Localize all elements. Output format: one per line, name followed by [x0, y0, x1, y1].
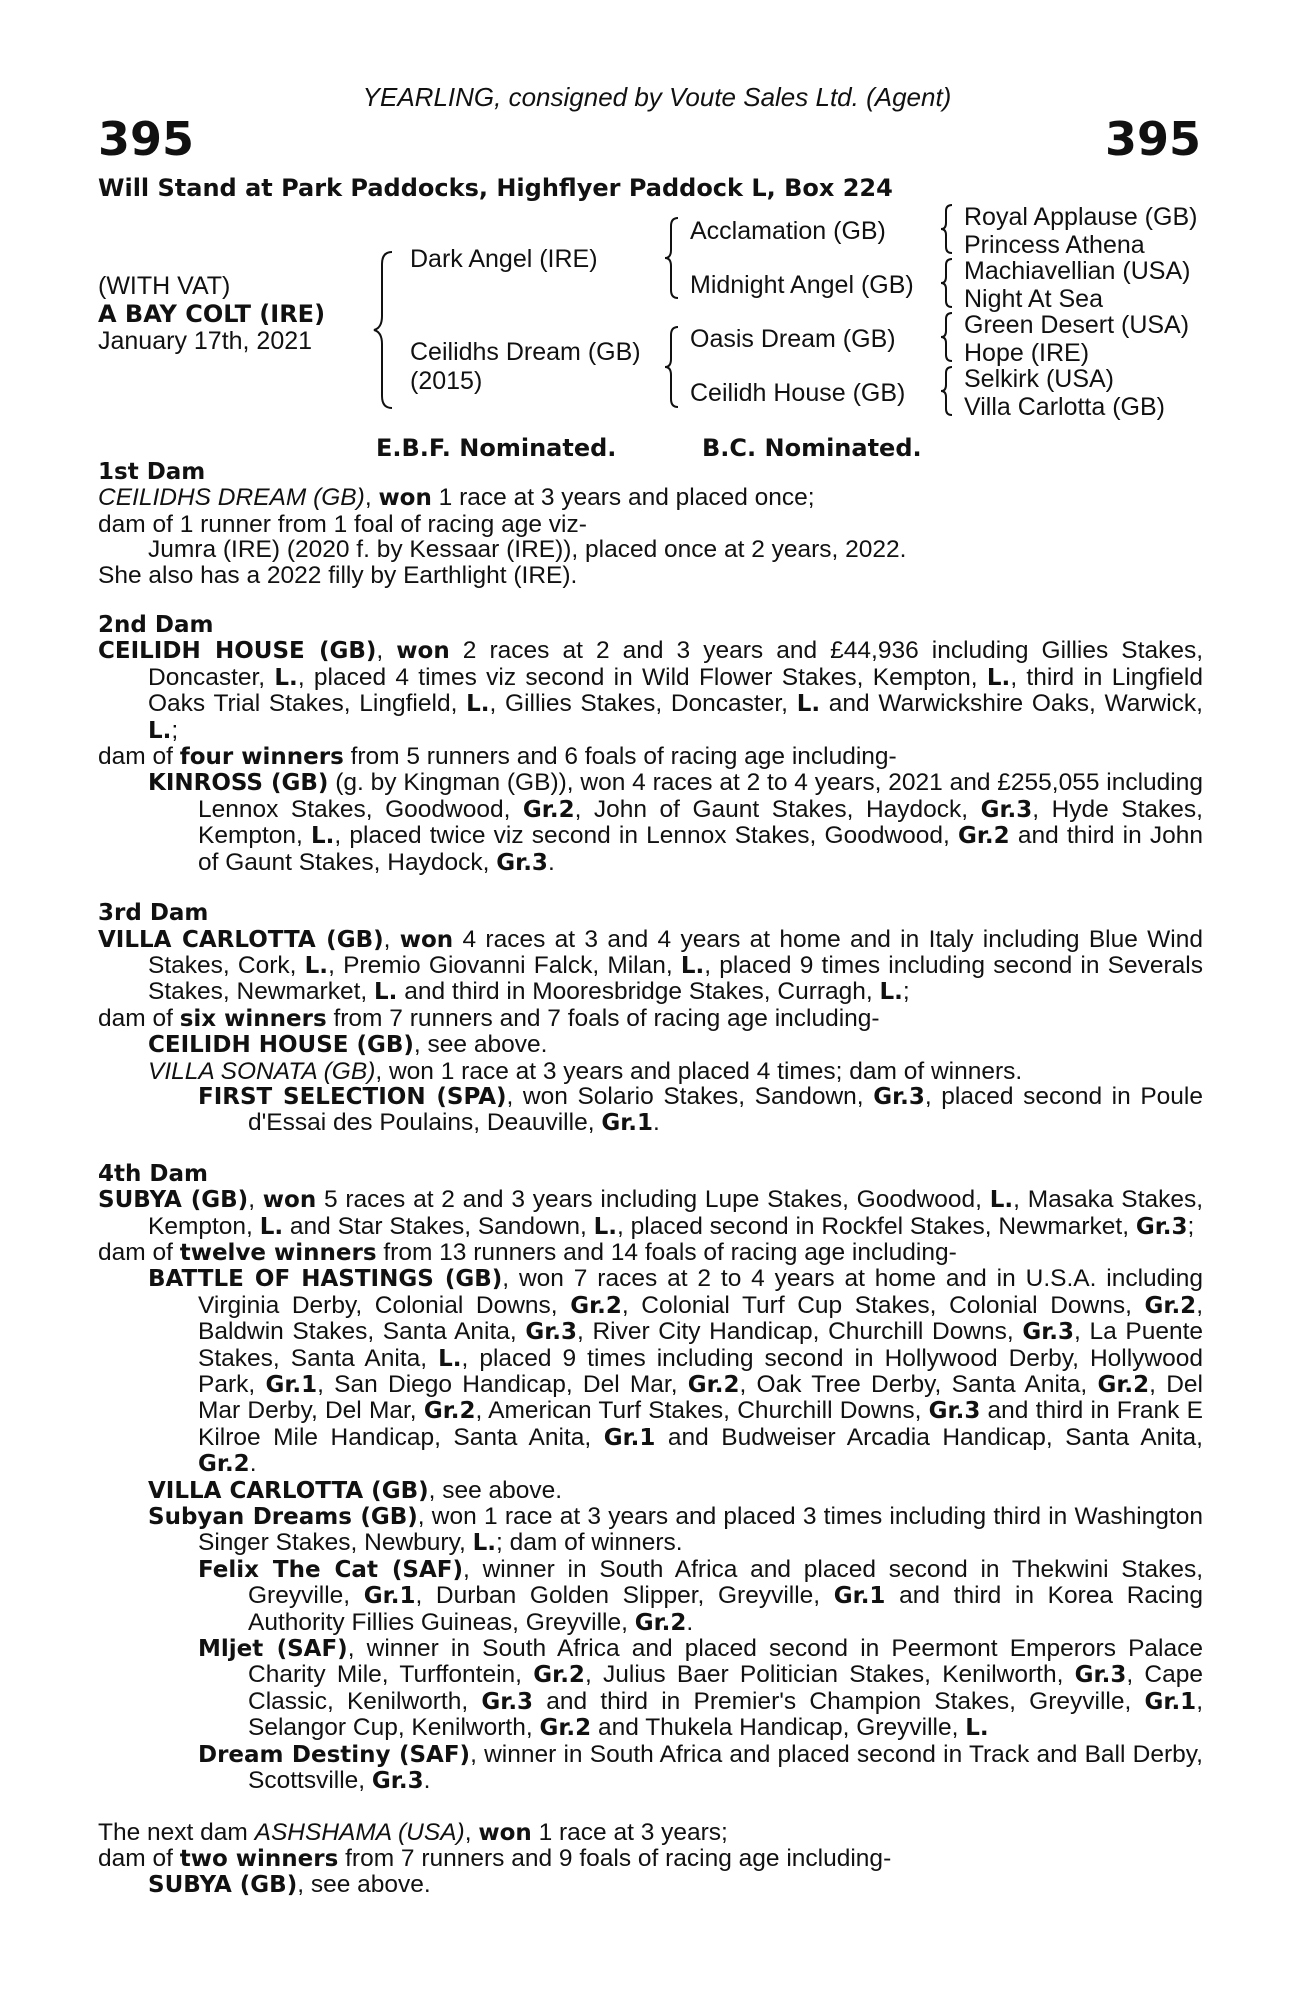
first-dam-heading: 1st Dam: [98, 459, 206, 485]
second-dam-entry: CEILIDH HOUSE (GB), won 2 races at 2 and 3 years and £44,936 including Gillies Stakes, Doncaster, L., placed 4 times viz second in Wild Flower Stakes, Kempton, L., third in Lingfield Oaks Trial Stakes, Lingfield, L., Gillies Stakes, Doncaster, L. and Warwickshire Oaks, Warwick, L.;: [98, 637, 1204, 744]
pedigree-brace-dam: [662, 325, 684, 409]
fourth-dam-heading: 4th Dam: [98, 1160, 208, 1187]
pedigree-sdd: Night At Sea: [964, 285, 1103, 313]
catalogue-body: [98, 460, 1203, 1899]
horse-dob: January 17th, 2021: [98, 327, 313, 355]
first-dam-note: She also has a 2022 filly by Earthlight (IRE).: [98, 561, 578, 589]
pedigree-dds: Selkirk (USA): [964, 365, 1115, 393]
fourth-dam-grandfoal-felix-the-cat: Felix The Cat (SAF), winner in South Africa and placed second in Thekwini Stakes, Greyville, Gr.1, Durban Golden Slipper, Greyville, Gr.1 and third in Korea Racing Authority Fillies Guineas, Greyville, Gr.2.: [198, 1555, 1203, 1636]
stand-location: Will Stand at Park Paddocks, Highflyer Paddock L, Box 224: [98, 174, 893, 202]
fourth-dam-foal-subyan-dreams: Subyan Dreams (GB), won 1 race at 3 years and placed 3 times including third in Washington Singer Stakes, Newbury, L.; dam of winners.: [148, 1503, 1203, 1557]
third-dam-foal-villa-sonata: VILLA SONATA (GB), won 1 race at 3 years and placed 4 times; dam of winners.: [148, 1057, 1023, 1085]
lot-number-right: 395: [1104, 112, 1201, 166]
fourth-dam-grandfoal-mljet: Mljet (SAF), winner in South Africa and placed second in Peermont Emperors Palace Charity Mile, Turffontein, Gr.2, Julius Baer Politician Stakes, Kenilworth, Gr.3, Cape Classic, Kenilworth, Gr.3 and third in Premier's Champion Stakes, Greyville, Gr.1, Selangor Cup, Kenilworth, Gr.2 and Thukela Handicap, Greyville, L.: [198, 1635, 1203, 1742]
first-dam-produce: dam of 1 runner from 1 foal of racing age viz-: [98, 510, 587, 538]
third-dam-foal-ceilidh: CEILIDH HOUSE (GB), see above.: [148, 1031, 548, 1059]
fourth-dam-foal-battle-of-hastings: BATTLE OF HASTINGS (GB), won 7 races at 2 to 4 years at home and in U.S.A. including Virginia Derby, Colonial Downs, Gr.2, Colonial Turf Cup Stakes, Colonial Downs, Gr.2, Baldwin Stakes, Santa Anita, Gr.3, River City Handicap, Churchill Downs, Gr.3, La Puente Stakes, Santa Anita, L., placed 9 times including second in Hollywood Derby, Hollywood Park, Gr.1, San Diego Handicap, Del Mar, Gr.2, Oak Tree Derby, Santa Anita, Gr.2, Del Mar Derby, Del Mar, Gr.2, American Turf Stakes, Churchill Downs, Gr.3 and third in Frank E Kilroe Mile Handicap, Santa Anita, Gr.1 and Budweiser Arcadia Handicap, Santa Anita, Gr.2.: [148, 1265, 1204, 1478]
pedigree-brace-gg4: [938, 365, 956, 417]
pedigree-sire-sire: Acclamation (GB): [690, 217, 886, 245]
pedigree-sire: Dark Angel (IRE): [410, 245, 598, 273]
second-dam-heading: 2nd Dam: [98, 612, 214, 639]
pedigree-brace-gg1: [938, 203, 956, 255]
pedigree-sire-dam: Midnight Angel (GB): [690, 271, 914, 299]
pedigree-dam-year: (2015): [410, 367, 483, 395]
third-dam-entry: VILLA CARLOTTA (GB), won 4 races at 3 and 4 years at home and in Italy including Blue Wind Stakes, Cork, L., Premio Giovanni Falck, Milan, L., placed 9 times including second in Severals Stakes, Newmarket, L. and third in Mooresbridge Stakes, Curragh, L.;: [98, 925, 1203, 1006]
pedigree-brace-gg2: [938, 257, 956, 309]
pedigree-brace-main: [370, 250, 400, 410]
pedigree-sss: Royal Applause (GB): [964, 203, 1198, 231]
pedigree-dam-dam: Ceilidh House (GB): [690, 379, 906, 407]
next-dam-produce: dam of two winners from 7 runners and 9 foals of racing age including-: [98, 1844, 892, 1872]
first-dam-entry: CEILIDHS DREAM (GB), won 1 race at 3 years and placed once;: [98, 484, 815, 512]
catalogue-subtitle: YEARLING, consigned by Voute Sales Ltd. (Agent): [362, 82, 952, 112]
second-dam-produce: dam of four winners from 5 runners and 6 foals of racing age including-: [98, 743, 897, 771]
pedigree-dss: Green Desert (USA): [964, 311, 1190, 339]
third-dam-grandfoal-first-selection: FIRST SELECTION (SPA), won Solario Stakes, Sandown, Gr.3, placed second in Poule d'Essai des Poulains, Deauville, Gr.1.: [198, 1082, 1204, 1137]
bc-nomination: B.C. Nominated.: [702, 434, 922, 462]
fourth-dam-foal-villa-carlotta: VILLA CARLOTTA (GB), see above.: [148, 1476, 563, 1504]
pedigree-brace-gg3: [938, 311, 956, 363]
pedigree-dam-sire: Oasis Dream (GB): [690, 325, 896, 353]
horse-name: A BAY COLT (IRE): [98, 300, 326, 328]
lot-number-left: 395: [98, 112, 195, 166]
third-dam-produce: dam of six winners from 7 runners and 7 foals of racing age including-: [98, 1004, 880, 1032]
first-dam-foal-1: Jumra (IRE) (2020 f. by Kessaar (IRE)), placed once at 2 years, 2022.: [148, 536, 907, 564]
pedigree-ddd: Villa Carlotta (GB): [964, 393, 1165, 421]
vat-note: (WITH VAT): [98, 272, 231, 300]
fourth-dam-produce: dam of twelve winners from 13 runners and 14 foals of racing age including-: [98, 1238, 957, 1266]
pedigree-ssd: Princess Athena: [964, 231, 1145, 259]
pedigree-sds: Machiavellian (USA): [964, 257, 1191, 285]
fourth-dam-grandfoal-dream-destiny: Dream Destiny (SAF), winner in South Africa and placed second in Track and Ball Derby, Scottsville, Gr.3.: [198, 1740, 1203, 1795]
second-dam-foal-kinross: KINROSS (GB) (g. by Kingman (GB)), won 4 races at 2 to 4 years, 2021 and £255,055 including Lennox Stakes, Goodwood, Gr.2, John of Gaunt Stakes, Haydock, Gr.3, Hyde Stakes, Kempton, L., placed twice viz second in Lennox Stakes, Goodwood, Gr.2 and third in John of Gaunt Stakes, Haydock, Gr.3.: [148, 769, 1204, 876]
third-dam-heading: 3rd Dam: [98, 900, 209, 927]
pedigree-dam: Ceilidhs Dream (GB): [410, 338, 641, 366]
next-dam-foal-subya: SUBYA (GB), see above.: [148, 1871, 431, 1899]
pedigree-dsd: Hope (IRE): [964, 339, 1090, 367]
pedigree-brace-sire: [662, 216, 684, 300]
fourth-dam-entry: SUBYA (GB), won 5 races at 2 and 3 years including Lupe Stakes, Goodwood, L., Masaka Stakes, Kempton, L. and Star Stakes, Sandown, L., placed second in Rockfel Stakes, Newmarket, Gr.3;: [98, 1186, 1204, 1240]
next-dam-entry: The next dam ASHSHAMA (USA), won 1 race at 3 years;: [98, 1818, 728, 1846]
ebf-nomination: E.B.F. Nominated.: [376, 434, 617, 462]
